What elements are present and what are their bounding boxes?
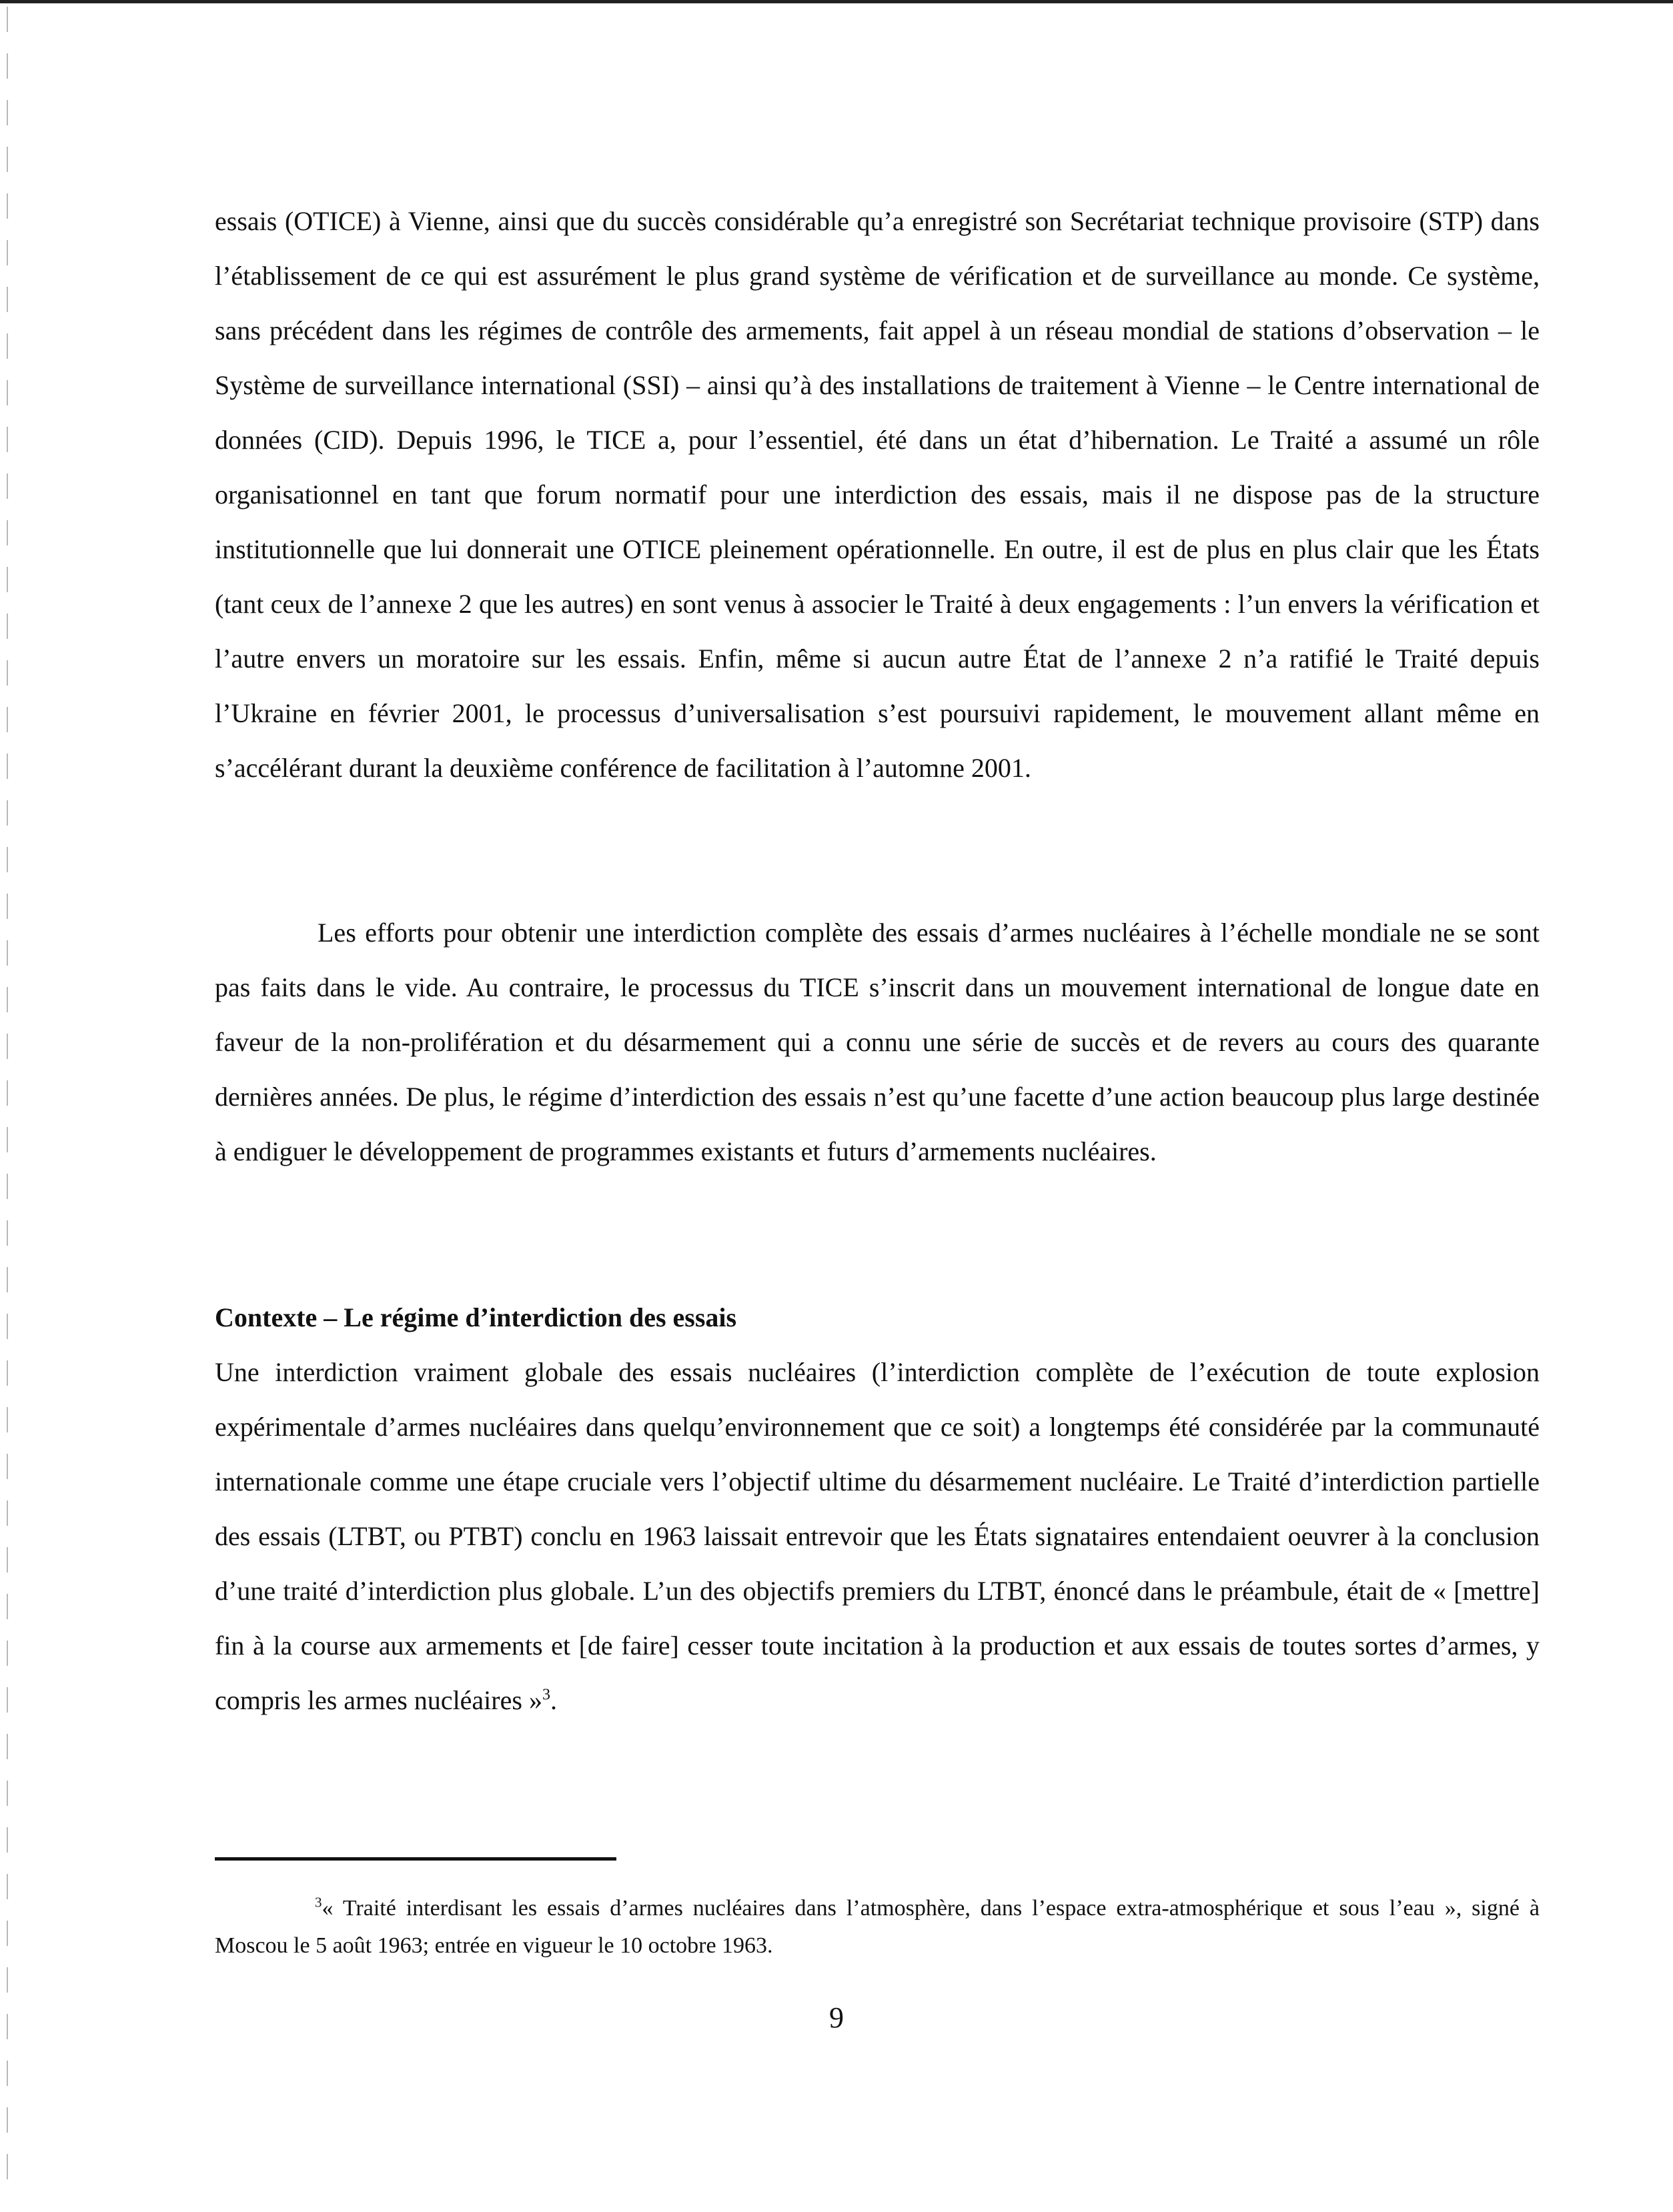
paragraph-3-text: Une interdiction vraiment globale des essais nucléaires (l’interdiction complète de l’exécution de toute explosion expérimentale d’armes nucléaires dans quelqu’environnement que ce soit) a longtemps été considérée par la communauté internationale comme une étape cruciale vers l’objectif ultime du désarmement nucléaire. Le Traité d’interdiction partielle des essais (LTBT, ou PTBT) conclu en 1963 laissait entrevoir que les États signataires entendaient oeuvrer à la conclusion d’une traité d’interdiction plus globale. L’un des objectifs premiers du LTBT, énoncé dans le préambule, était de « [mettre] fin à la course aux armements et [de faire] cesser toute incitation à la production et aux essais de toutes sortes d’armes, y compris les armes nucléaires » — [215, 1357, 1540, 1715]
section-heading: Contexte – Le régime d’interdiction des essais — [215, 1302, 737, 1332]
page-number: 9 — [829, 2001, 844, 2034]
body-paragraph-2: Les efforts pour obtenir une interdiction complète des essais d’armes nucléaires à l’échelle mondiale ne se sont pas faits dans le vide. Au contraire, le processus du TICE s’inscrit dans un mouvement international de longue date en faveur de la non-prolifération et du désarmement qui a connu une série de succès et de revers au cours des quarante dernières années. De plus, le régime d’interdiction des essais n’est qu’une facette d’une action beaucoup plus large destinée à endiguer le développement de programmes existants et futurs d’armements nucléaires. — [215, 918, 1540, 1166]
footnote — [215, 1890, 1540, 1965]
body-paragraph-1: essais (OTICE) à Vienne, ainsi que du succès considérable qu’a enregistré son Secrétariat technique provisoire (STP) dans l’établissement de ce qui est assurément le plus grand système de vérification et de surveillance au monde. Ce système, sans précédent dans les régimes de contrôle des armements, fait appel à un réseau mondial de stations d’observation – le Système de surveillance international (SSI) – ainsi qu’à des installations de traitement à Vienne – le Centre international de données (CID). Depuis 1996, le TICE a, pour l’essentiel, été dans un état d’hibernation. Le Traité a assumé un rôle organisationnel en tant que forum normatif pour une interdiction des essais, mais il ne dispose pas de la structure institutionnelle que lui donnerait une OTICE pleinement opérationnelle. En outre, il est de plus en plus clair que les États (tant ceux de l’annexe 2 que les autres) en sont venus à associer le Traité à deux engagements : l’un envers la vérification et l’autre envers un moratoire sur les essais. Enfin, même si aucun autre État de l’annexe 2 n’a ratifié le Traité depuis l’Ukraine en février 2001, le processus d’universalisation s’est poursuivi rapidement, le mouvement allant même en s’accélérant durant la deuxième conférence de facilitation à l’automne 2001. — [215, 206, 1540, 783]
paragraph-3-end: . — [550, 1685, 557, 1715]
footnote-reference: 3 — [542, 1686, 550, 1704]
scan-top-border — [0, 0, 1673, 3]
scan-left-edge — [7, 7, 8, 2201]
footnote-text: « Traité interdisant les essais d’armes nucléaires dans l’atmosphère, dans l’espace extra-atmosphérique et sous l’eau », signé à Moscou le 5 août 1963; entrée en vigueur le 10 octobre 1963. — [215, 1896, 1540, 1958]
footnote-marker: 3 — [315, 1894, 322, 1911]
body-paragraph-3 — [215, 1345, 1540, 1728]
footnote-separator — [215, 1857, 616, 1861]
